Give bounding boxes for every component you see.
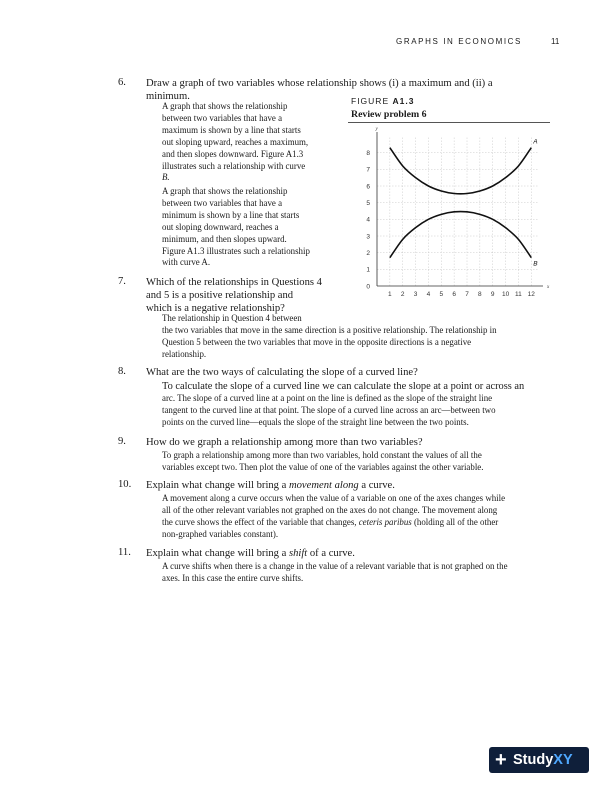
figure-rule xyxy=(348,122,550,123)
q6-a2-line: out sloping downward, reaches a xyxy=(162,221,279,232)
q10-a-line: A movement along a curve occurs when the value of a variable on one of the axes changes while xyxy=(162,493,506,503)
q10-number: 10. xyxy=(118,479,132,490)
x-tick-label: 9 xyxy=(490,291,495,298)
q7-a-line: the two variables that move in the same direction is a positive relationship. The relationship in xyxy=(162,324,497,335)
studyxy-logo xyxy=(489,747,589,773)
q10-a-line: all of the other relevant variables not graphed on the axes do not change. The movement along xyxy=(162,504,498,515)
curve-b xyxy=(390,212,531,258)
q9-answer xyxy=(162,450,582,474)
q9-question: How do we graph a relationship among more than two variables? xyxy=(146,437,423,448)
q6-answer-min xyxy=(162,186,352,269)
x-tick-label: 12 xyxy=(527,291,535,298)
logo-text-study: Study xyxy=(513,752,554,768)
q11-a-line: A curve shifts when there is a change in the value of a relevant variable that is not graphed on the xyxy=(162,561,508,571)
q6-a1-line: out sloping upward, reaches a maximum, xyxy=(162,136,309,147)
q9-a-line: variables except two. Then plot the value of one of the variables against the other variable. xyxy=(162,461,484,472)
q10-a-text: the curve shows the effect of the variable that changes, xyxy=(162,516,359,527)
q6-a2-line: A graph that shows the relationship xyxy=(162,186,288,196)
y-tick-label: 7 xyxy=(366,166,370,174)
q7-a-line: Question 5 between the two variables that move in the opposite directions is a negative xyxy=(162,336,472,347)
q9-number: 9. xyxy=(118,436,126,447)
q7-number: 7. xyxy=(118,276,126,287)
q8-number: 8. xyxy=(118,366,126,377)
q10-a-line xyxy=(162,517,582,529)
q11-answer xyxy=(162,561,582,585)
x-tick-label: 10 xyxy=(501,291,510,298)
origin-label: 0 xyxy=(366,283,370,291)
q8-answer xyxy=(162,380,582,429)
figure-chart xyxy=(345,126,550,308)
x-tick-label: 2 xyxy=(400,291,405,298)
q10-question xyxy=(146,479,566,492)
logo-text-xy: XY xyxy=(553,752,573,768)
q8-a-lead: To calculate the slope of a curved line we can calculate the slope at a point or across an xyxy=(162,381,525,392)
y-tick-label: 3 xyxy=(366,233,370,241)
q10-answer xyxy=(162,493,582,541)
q8-a-line: tangent to the curved line at that point. The slope of a curved line across an arc—between two xyxy=(162,404,496,415)
curve-a xyxy=(390,148,531,194)
q10-a-line: non-graphed variables constant). xyxy=(162,528,279,539)
q6-a1-line: maximum is shown by a line that starts xyxy=(162,124,301,135)
q10-a-text: (holding all of the other xyxy=(411,516,499,527)
x-tick-label: 5 xyxy=(439,291,444,298)
q10-a-emphasis: ceteris paribus xyxy=(358,516,412,527)
q6-a2-line: minimum, and then slopes upward. xyxy=(162,233,287,244)
q7-a-line: relationship. xyxy=(162,348,207,359)
q6-a1-line: illustrates such a relationship with curve xyxy=(162,160,306,171)
q9-a-line: To graph a relationship among more than two variables, hold constant the values of all the xyxy=(162,450,482,460)
page-number: 11 xyxy=(551,37,560,46)
x-tick-label: 6 xyxy=(452,291,456,298)
figure-subtitle: Review problem 6 xyxy=(351,109,427,120)
y-tick-label: 6 xyxy=(366,183,370,191)
q6-a2-line: minimum is shown by a line that starts xyxy=(162,209,300,220)
q7-a-line: The relationship in Question 4 between xyxy=(162,313,302,323)
curve-label-b: B xyxy=(533,260,538,268)
x-tick-label: 7 xyxy=(465,291,469,298)
q7-line: Which of the relationships in Questions 4 xyxy=(146,277,322,288)
q6-a1-line: B. xyxy=(162,172,170,183)
page-header xyxy=(0,37,612,49)
q6-answer-max xyxy=(162,101,352,184)
y-tick-label: 1 xyxy=(366,266,370,274)
x-tick-label: 4 xyxy=(426,291,431,298)
q6-a1-line: between two variables that have a xyxy=(162,112,283,123)
q6-a2-line: Figure A1.3 illustrates such a relationship xyxy=(162,245,310,256)
x-tick-label: 1 xyxy=(388,291,392,298)
logo-text xyxy=(513,747,573,773)
q6-line-1: Draw a graph of two variables whose relationship shows (i) a maximum and (ii) a xyxy=(146,78,493,89)
q11-q-text: of a curve. xyxy=(307,548,355,559)
y-tick-label: 4 xyxy=(366,216,370,224)
x-tick-label: 11 xyxy=(515,291,522,298)
x-tick-label: 8 xyxy=(478,291,482,298)
q7-line: which is a negative relationship? xyxy=(146,303,285,314)
y-tick-label: 2 xyxy=(366,249,370,257)
q10-q-text: Explain what change will bring a xyxy=(146,480,289,491)
q7-answer xyxy=(162,313,582,361)
q11-question xyxy=(146,547,566,560)
y-tick-label: 8 xyxy=(366,149,370,157)
y-tick-label: 5 xyxy=(366,199,370,207)
x-tick-label: 3 xyxy=(413,291,418,298)
curve-label-a: A xyxy=(533,138,538,146)
q6-a2-line: between two variables that have a xyxy=(162,197,283,208)
running-title: GRAPHS IN ECONOMICS xyxy=(396,37,522,46)
q8-a-line: arc. The slope of a curved line at a point on the line is defined as the slope of the straight line xyxy=(162,393,493,403)
q6-a1-line: and then slopes downward. Figure A1.3 xyxy=(162,148,304,159)
q7-line: and 5 is a positive relationship and xyxy=(146,290,294,301)
q7-question xyxy=(146,276,346,315)
figure-label-prefix: FIGURE xyxy=(351,96,393,106)
q11-q-emphasis: shift xyxy=(288,548,308,559)
q6-a1-line: A graph that shows the relationship xyxy=(162,101,288,111)
plus-icon: + xyxy=(495,749,507,771)
q6-line-2: minimum. xyxy=(146,91,190,102)
q11-q-text: Explain what change will bring a xyxy=(146,548,289,559)
q10-q-emphasis: movement along xyxy=(288,480,359,491)
q11-a-line: axes. In this case the entire curve shifts. xyxy=(162,572,304,583)
q6-number: 6. xyxy=(118,77,126,88)
q8-question: What are the two ways of calculating the slope of a curved line? xyxy=(146,367,418,378)
x-axis-label: x xyxy=(547,285,550,290)
q6-a2-line: with curve A. xyxy=(162,257,211,268)
q10-q-text: a curve. xyxy=(358,480,395,491)
y-axis-label: y xyxy=(375,127,378,132)
q8-a-line: points on the curved line—equals the slope of the straight line between the two points. xyxy=(162,416,469,427)
q11-number: 11. xyxy=(118,547,131,558)
figure-label xyxy=(351,96,414,106)
figure-label-number: A1.3 xyxy=(392,96,415,106)
